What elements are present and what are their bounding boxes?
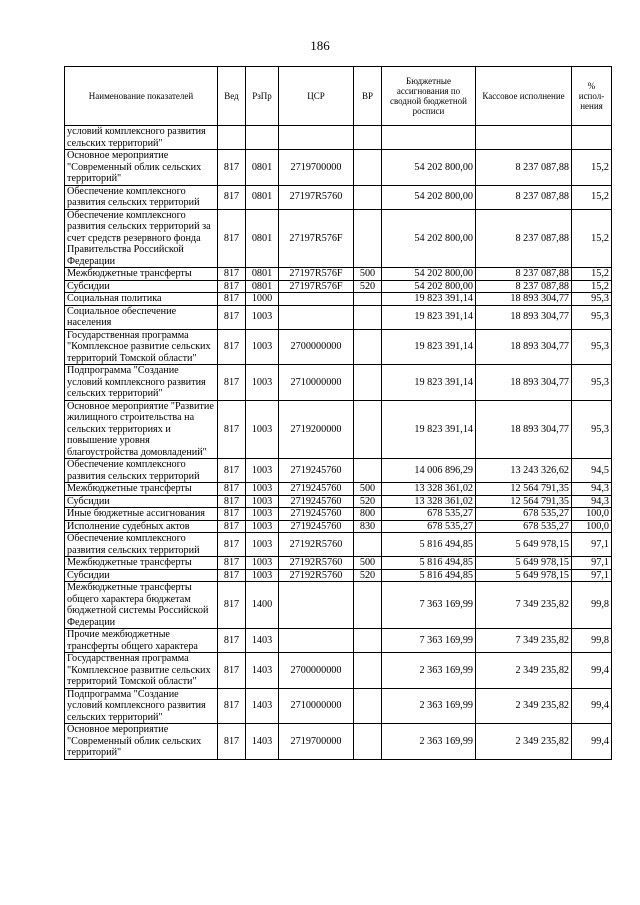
cell-ved: 817 (218, 688, 246, 724)
cell-pct: 95,3 (572, 293, 612, 306)
table-row (65, 150, 612, 186)
cell-name: Субсидии (65, 280, 218, 293)
cell-csr (279, 126, 354, 150)
cell-csr: 2700000000 (279, 653, 354, 689)
cell-pct: 95,3 (572, 400, 612, 459)
cell-cash: 7 349 235,82 (476, 629, 572, 653)
cell-vr: 500 (354, 268, 382, 281)
cell-csr: 2719700000 (279, 724, 354, 760)
cell-rzpr: 1003 (246, 495, 279, 508)
table-row (65, 582, 612, 629)
cell-pct: 99,8 (572, 582, 612, 629)
cell-budget: 19 823 391,14 (382, 365, 476, 401)
cell-rzpr: 1003 (246, 483, 279, 496)
cell-pct: 95,3 (572, 365, 612, 401)
cell-name: Исполнение судебных актов (65, 520, 218, 533)
cell-pct: 97,1 (572, 533, 612, 557)
cell-name: Государственная программа "Комплексное развитие сельских территорий Томской области" (65, 329, 218, 365)
cell-csr: 2719700000 (279, 150, 354, 186)
cell-vr (354, 724, 382, 760)
table-row (65, 126, 612, 150)
cell-rzpr: 0801 (246, 185, 279, 209)
cell-csr: 2719245760 (279, 508, 354, 521)
table-row (65, 483, 612, 496)
cell-rzpr: 0801 (246, 209, 279, 268)
table-row (65, 459, 612, 483)
cell-vr (354, 400, 382, 459)
cell-budget: 19 823 391,14 (382, 305, 476, 329)
cell-cash: 18 893 304,77 (476, 305, 572, 329)
cell-ved: 817 (218, 520, 246, 533)
cell-ved: 817 (218, 305, 246, 329)
cell-pct: 95,3 (572, 305, 612, 329)
cell-vr (354, 653, 382, 689)
cell-cash: 8 237 087,88 (476, 150, 572, 186)
cell-budget (382, 126, 476, 150)
cell-name: Прочие межбюджетные трансферты общего характера (65, 629, 218, 653)
cell-csr: 27192R5760 (279, 569, 354, 582)
cell-vr: 500 (354, 557, 382, 570)
table-row (65, 293, 612, 306)
cell-csr: 2700000000 (279, 329, 354, 365)
table-row (65, 653, 612, 689)
cell-pct: 94,5 (572, 459, 612, 483)
cell-budget: 5 816 494,85 (382, 533, 476, 557)
cell-cash: 2 349 235,82 (476, 653, 572, 689)
cell-name: Основное мероприятие "Современный облик сельских территорий" (65, 150, 218, 186)
cell-vr: 830 (354, 520, 382, 533)
table-row (65, 209, 612, 268)
table-row (65, 329, 612, 365)
cell-ved: 817 (218, 582, 246, 629)
cell-rzpr: 1003 (246, 365, 279, 401)
cell-cash: 678 535,27 (476, 520, 572, 533)
table-row (65, 508, 612, 521)
header-cash: Кассовое исполнение (476, 67, 572, 126)
cell-name: условий комплексного развития сельских территорий" (65, 126, 218, 150)
table-row (65, 268, 612, 281)
cell-ved: 817 (218, 365, 246, 401)
cell-budget: 7 363 169,99 (382, 629, 476, 653)
cell-pct: 97,1 (572, 557, 612, 570)
cell-ved: 817 (218, 653, 246, 689)
cell-csr: 2710000000 (279, 688, 354, 724)
cell-budget: 19 823 391,14 (382, 329, 476, 365)
table-row (65, 185, 612, 209)
cell-pct: 95,3 (572, 329, 612, 365)
cell-rzpr: 1000 (246, 293, 279, 306)
cell-rzpr (246, 126, 279, 150)
cell-pct: 100,0 (572, 520, 612, 533)
cell-csr: 27197R576F (279, 209, 354, 268)
cell-csr: 27197R576F (279, 268, 354, 281)
cell-name: Межбюджетные трансферты (65, 557, 218, 570)
cell-name: Межбюджетные трансферты общего характера бюджетам бюджетной системы Российской Федерации (65, 582, 218, 629)
header-name: Наименование показателей (65, 67, 218, 126)
cell-csr: 2719245760 (279, 495, 354, 508)
cell-pct: 15,2 (572, 150, 612, 186)
cell-cash: 5 649 978,15 (476, 533, 572, 557)
cell-ved: 817 (218, 569, 246, 582)
table-row (65, 569, 612, 582)
cell-cash: 7 349 235,82 (476, 582, 572, 629)
cell-budget: 2 363 169,99 (382, 653, 476, 689)
cell-ved (218, 126, 246, 150)
cell-csr (279, 305, 354, 329)
cell-budget: 2 363 169,99 (382, 688, 476, 724)
cell-csr: 27192R5760 (279, 533, 354, 557)
cell-rzpr: 1003 (246, 459, 279, 483)
cell-ved: 817 (218, 209, 246, 268)
header-row (65, 67, 612, 126)
cell-rzpr: 1403 (246, 629, 279, 653)
cell-vr (354, 293, 382, 306)
cell-budget: 54 202 800,00 (382, 268, 476, 281)
cell-vr: 800 (354, 508, 382, 521)
cell-cash: 678 535,27 (476, 508, 572, 521)
cell-csr (279, 293, 354, 306)
cell-csr: 2719200000 (279, 400, 354, 459)
cell-budget: 13 328 361,02 (382, 495, 476, 508)
cell-cash: 8 237 087,88 (476, 268, 572, 281)
cell-pct: 15,2 (572, 268, 612, 281)
cell-ved: 817 (218, 483, 246, 496)
header-budget: Бюджетные ассигнования по сводной бюджетной росписи (382, 67, 476, 126)
cell-name: Подпрограмма "Создание условий комплексного развития сельских территорий" (65, 688, 218, 724)
cell-pct: 94,3 (572, 495, 612, 508)
cell-cash: 18 893 304,77 (476, 329, 572, 365)
cell-vr: 520 (354, 569, 382, 582)
cell-rzpr: 1403 (246, 653, 279, 689)
cell-pct: 97,1 (572, 569, 612, 582)
cell-csr: 2719245760 (279, 483, 354, 496)
cell-rzpr: 1003 (246, 533, 279, 557)
cell-budget: 2 363 169,99 (382, 724, 476, 760)
cell-ved: 817 (218, 268, 246, 281)
cell-budget: 14 006 896,29 (382, 459, 476, 483)
cell-cash: 8 237 087,88 (476, 280, 572, 293)
cell-csr: 2710000000 (279, 365, 354, 401)
cell-vr (354, 185, 382, 209)
cell-name: Субсидии (65, 569, 218, 582)
cell-vr: 500 (354, 483, 382, 496)
cell-vr (354, 582, 382, 629)
cell-cash: 2 349 235,82 (476, 688, 572, 724)
cell-budget: 13 328 361,02 (382, 483, 476, 496)
cell-cash: 12 564 791,35 (476, 483, 572, 496)
cell-name: Обеспечение комплексного развития сельских территорий (65, 459, 218, 483)
cell-budget: 7 363 169,99 (382, 582, 476, 629)
cell-vr: 520 (354, 495, 382, 508)
cell-pct: 15,2 (572, 209, 612, 268)
cell-cash (476, 126, 572, 150)
cell-ved: 817 (218, 533, 246, 557)
cell-vr (354, 629, 382, 653)
cell-pct: 15,2 (572, 185, 612, 209)
cell-csr: 2719245760 (279, 459, 354, 483)
table-row (65, 305, 612, 329)
cell-cash: 5 649 978,15 (476, 569, 572, 582)
table-body (65, 126, 612, 760)
cell-name: Межбюджетные трансферты (65, 483, 218, 496)
cell-csr (279, 629, 354, 653)
cell-budget: 54 202 800,00 (382, 209, 476, 268)
cell-vr (354, 126, 382, 150)
cell-rzpr: 1003 (246, 520, 279, 533)
cell-budget: 54 202 800,00 (382, 185, 476, 209)
cell-name: Социальная политика (65, 293, 218, 306)
cell-budget: 54 202 800,00 (382, 150, 476, 186)
cell-cash: 2 349 235,82 (476, 724, 572, 760)
cell-csr: 27197R576F (279, 280, 354, 293)
cell-name: Обеспечение комплексного развития сельских территорий (65, 533, 218, 557)
table-row (65, 629, 612, 653)
cell-budget: 54 202 800,00 (382, 280, 476, 293)
cell-rzpr: 1403 (246, 688, 279, 724)
header-vr: ВР (354, 67, 382, 126)
cell-rzpr: 1003 (246, 400, 279, 459)
cell-pct: 99,4 (572, 688, 612, 724)
header-rzpr: РзПр (246, 67, 279, 126)
cell-vr (354, 459, 382, 483)
cell-budget: 5 816 494,85 (382, 557, 476, 570)
cell-vr (354, 329, 382, 365)
cell-rzpr: 1003 (246, 305, 279, 329)
cell-csr: 2719245760 (279, 520, 354, 533)
cell-vr (354, 305, 382, 329)
cell-cash: 18 893 304,77 (476, 365, 572, 401)
cell-name: Межбюджетные трансферты (65, 268, 218, 281)
cell-rzpr: 1003 (246, 508, 279, 521)
cell-name: Обеспечение комплексного развития сельских территорий за счет средств резервного фонда Правительства Российской Федерации (65, 209, 218, 268)
cell-pct: 100,0 (572, 508, 612, 521)
cell-cash: 5 649 978,15 (476, 557, 572, 570)
cell-csr: 27197R5760 (279, 185, 354, 209)
cell-vr: 520 (354, 280, 382, 293)
cell-ved: 817 (218, 459, 246, 483)
table-row (65, 495, 612, 508)
table-row (65, 365, 612, 401)
budget-execution-table (64, 66, 612, 760)
cell-cash: 8 237 087,88 (476, 209, 572, 268)
cell-csr (279, 582, 354, 629)
cell-name: Субсидии (65, 495, 218, 508)
cell-pct (572, 126, 612, 150)
cell-name: Обеспечение комплексного развития сельских территорий (65, 185, 218, 209)
table-row (65, 280, 612, 293)
cell-ved: 817 (218, 557, 246, 570)
cell-rzpr: 0801 (246, 268, 279, 281)
cell-budget: 5 816 494,85 (382, 569, 476, 582)
table-row (65, 520, 612, 533)
table-row (65, 688, 612, 724)
table-row (65, 400, 612, 459)
cell-pct: 94,3 (572, 483, 612, 496)
cell-vr (354, 209, 382, 268)
cell-pct: 99,4 (572, 724, 612, 760)
cell-rzpr: 1003 (246, 557, 279, 570)
cell-ved: 817 (218, 150, 246, 186)
table-row (65, 724, 612, 760)
cell-rzpr: 1003 (246, 329, 279, 365)
cell-name: Основное мероприятие "Современный облик сельских территорий" (65, 724, 218, 760)
cell-vr (354, 365, 382, 401)
cell-cash: 12 564 791,35 (476, 495, 572, 508)
cell-name: Подпрограмма "Создание условий комплексного развития сельских территорий" (65, 365, 218, 401)
cell-ved: 817 (218, 400, 246, 459)
cell-budget: 19 823 391,14 (382, 293, 476, 306)
cell-ved: 817 (218, 293, 246, 306)
cell-name: Социальное обеспечение населения (65, 305, 218, 329)
cell-ved: 817 (218, 724, 246, 760)
cell-vr (354, 688, 382, 724)
header-pct: % испол-нения (572, 67, 612, 126)
cell-cash: 18 893 304,77 (476, 293, 572, 306)
cell-pct: 99,8 (572, 629, 612, 653)
cell-cash: 18 893 304,77 (476, 400, 572, 459)
cell-rzpr: 0801 (246, 280, 279, 293)
cell-budget: 678 535,27 (382, 520, 476, 533)
cell-name: Иные бюджетные ассигнования (65, 508, 218, 521)
cell-ved: 817 (218, 329, 246, 365)
cell-vr (354, 150, 382, 186)
header-ved: Вед (218, 67, 246, 126)
cell-pct: 99,4 (572, 653, 612, 689)
table-row (65, 557, 612, 570)
cell-csr: 27192R5760 (279, 557, 354, 570)
cell-cash: 8 237 087,88 (476, 185, 572, 209)
cell-ved: 817 (218, 508, 246, 521)
cell-pct: 15,2 (572, 280, 612, 293)
cell-budget: 678 535,27 (382, 508, 476, 521)
page-number: 186 (310, 38, 330, 53)
table-row (65, 533, 612, 557)
cell-rzpr: 0801 (246, 150, 279, 186)
cell-rzpr: 1003 (246, 569, 279, 582)
cell-name: Государственная программа "Комплексное развитие сельских территорий Томской области" (65, 653, 218, 689)
cell-ved: 817 (218, 495, 246, 508)
cell-rzpr: 1400 (246, 582, 279, 629)
cell-cash: 13 243 326,62 (476, 459, 572, 483)
cell-ved: 817 (218, 185, 246, 209)
cell-name: Основное мероприятие "Развитие жилищного строительства на сельских территориях и повышение уровня благоустройства домовладений" (65, 400, 218, 459)
cell-vr (354, 533, 382, 557)
cell-budget: 19 823 391,14 (382, 400, 476, 459)
header-csr: ЦСР (279, 67, 354, 126)
cell-ved: 817 (218, 629, 246, 653)
cell-ved: 817 (218, 280, 246, 293)
cell-rzpr: 1403 (246, 724, 279, 760)
